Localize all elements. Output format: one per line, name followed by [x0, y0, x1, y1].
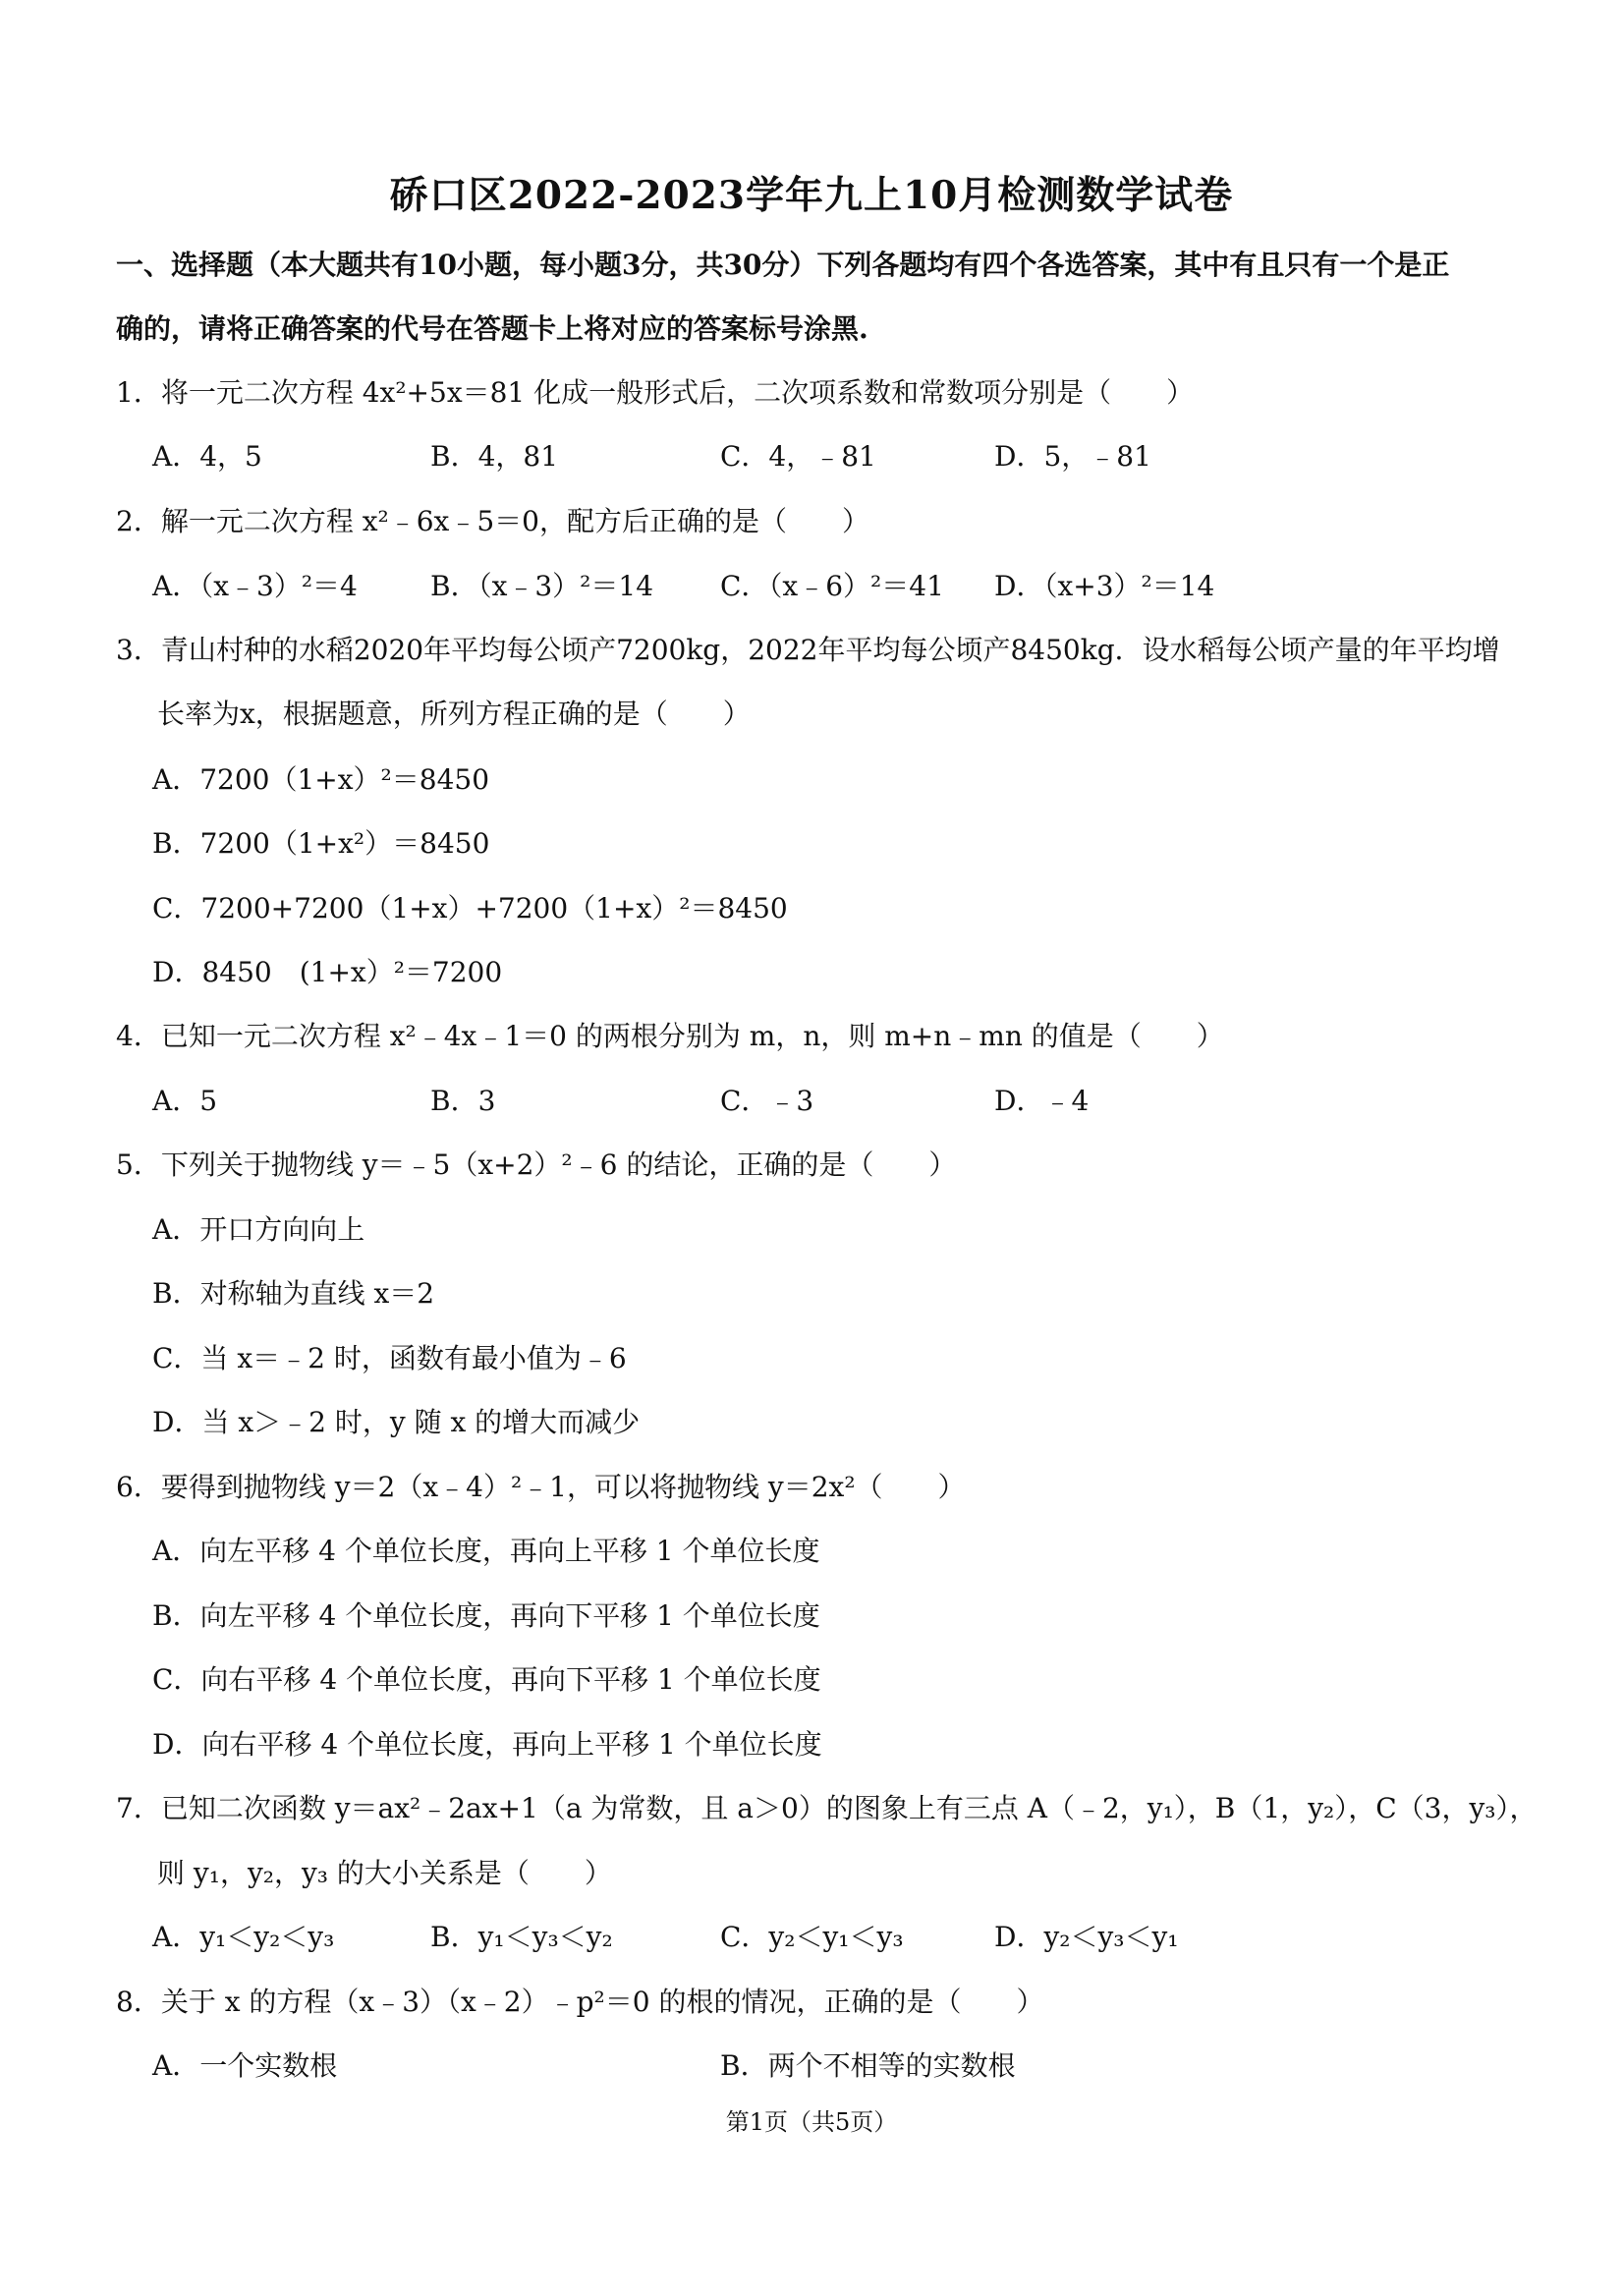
question-6-option-a: A．向左平移 4 个单位长度，再向上平移 1 个单位长度 — [152, 1535, 820, 1567]
question-4-option-a: A．5 — [152, 1085, 218, 1117]
question-1-option-b: B．4，81 — [430, 440, 559, 473]
question-6-option-b: B．向左平移 4 个单位长度，再向下平移 1 个单位长度 — [152, 1599, 820, 1632]
question-7-option-c: C．y₂＜y₁＜y₃ — [720, 1921, 904, 1953]
question-3-option-c: C．7200+7200（1+x）+7200（1+x）²＝8450 — [152, 892, 788, 924]
question-2-option-b: B．（x﹣3）²＝14 — [430, 570, 654, 602]
question-3-stem-line-1: 3．青山村种的水稻2020年平均每公顷产7200kg，2022年平均每公顷产8450kg．设水稻每公顷产量的年平均增 — [116, 634, 1500, 666]
question-2-stem: 2．解一元二次方程 x²﹣6x﹣5＝0，配方后正确的是（ ） — [116, 505, 869, 537]
question-6-option-c: C．向右平移 4 个单位长度，再向下平移 1 个单位长度 — [152, 1663, 821, 1696]
question-7-option-a: A．y₁＜y₂＜y₃ — [152, 1921, 335, 1953]
question-7-option-d: D．y₂＜y₃＜y₁ — [994, 1921, 1179, 1953]
question-4-option-d: D．﹣4 — [994, 1085, 1090, 1117]
question-5-option-a: A．开口方向向上 — [152, 1213, 365, 1246]
question-1-stem: 1．将一元二次方程 4x²+5x＝81 化成一般形式后，二次项系数和常数项分别是（ ） — [116, 376, 1195, 409]
question-7-stem-line-1: 7．已知二次函数 y＝ax²﹣2ax+1（a 为常数，且 a＞0）的图象上有三点 A（﹣2，y₁），B（1，y₂），C（3，y₃）， — [116, 1792, 1538, 1824]
question-7-stem-line-2: 则 y₁，y₂，y₃ 的大小关系是（ ） — [157, 1857, 612, 1889]
section-instructions-line-1: 一、选择题（本大题共有10小题，每小题3分，共30分）下列各题均有四个各选答案，其中有且只有一个是正 — [116, 249, 1450, 281]
question-4-option-c: C．﹣3 — [720, 1085, 814, 1117]
page-footer: 第1页（共5页） — [725, 2108, 898, 2136]
question-3-option-d: D．8450 (1+x）²＝7200 — [152, 956, 503, 988]
question-5-stem: 5．下列关于抛物线 y＝﹣5（x+2）²﹣6 的结论，正确的是（ ） — [116, 1148, 957, 1181]
question-1-option-c: C．4，﹣81 — [720, 440, 876, 473]
question-1-option-a: A．4，5 — [152, 440, 262, 473]
question-4-stem: 4．已知一元二次方程 x²﹣4x﹣1＝0 的两根分别为 m，n，则 m+n﹣mn 的值是（ ） — [116, 1020, 1224, 1052]
question-7-option-b: B．y₁＜y₃＜y₂ — [430, 1921, 613, 1953]
question-4-option-b: B．3 — [430, 1085, 496, 1117]
question-8-option-b: B．两个不相等的实数根 — [720, 2049, 1016, 2082]
question-3-option-b: B．7200（1+x²）＝8450 — [152, 827, 490, 860]
question-1-option-d: D．5，﹣81 — [994, 440, 1151, 473]
question-6-option-d: D．向右平移 4 个单位长度，再向上平移 1 个单位长度 — [152, 1728, 822, 1761]
question-6-stem: 6．要得到抛物线 y＝2（x﹣4）²﹣1，可以将抛物线 y＝2x²（ ） — [116, 1471, 966, 1503]
section-instructions-line-2: 确的，请将正确答案的代号在答题卡上将对应的答案标号涂黑. — [116, 312, 868, 345]
question-3-option-a: A．7200（1+x）²＝8450 — [152, 763, 490, 796]
question-2-option-c: C．（x﹣6）²＝41 — [720, 570, 944, 602]
page-title: 硚口区2022-2023学年九上10月检测数学试卷 — [389, 173, 1234, 218]
question-8-option-a: A．一个实数根 — [152, 2049, 338, 2082]
question-2-option-a: A．（x﹣3）²＝4 — [152, 570, 358, 602]
question-5-option-d: D．当 x＞﹣2 时，y 随 x 的增大而减少 — [152, 1406, 641, 1438]
question-5-option-c: C．当 x＝﹣2 时，函数有最小值为﹣6 — [152, 1342, 627, 1374]
question-2-option-d: D．（x+3）²＝14 — [994, 570, 1215, 602]
question-3-stem-line-2: 长率为x，根据题意，所列方程正确的是（ ） — [157, 698, 751, 730]
question-5-option-b: B．对称轴为直线 x＝2 — [152, 1277, 435, 1310]
question-8-stem: 8．关于 x 的方程（x﹣3）（x﹣2）﹣p²＝0 的根的情况，正确的是（ ） — [116, 1986, 1044, 2018]
